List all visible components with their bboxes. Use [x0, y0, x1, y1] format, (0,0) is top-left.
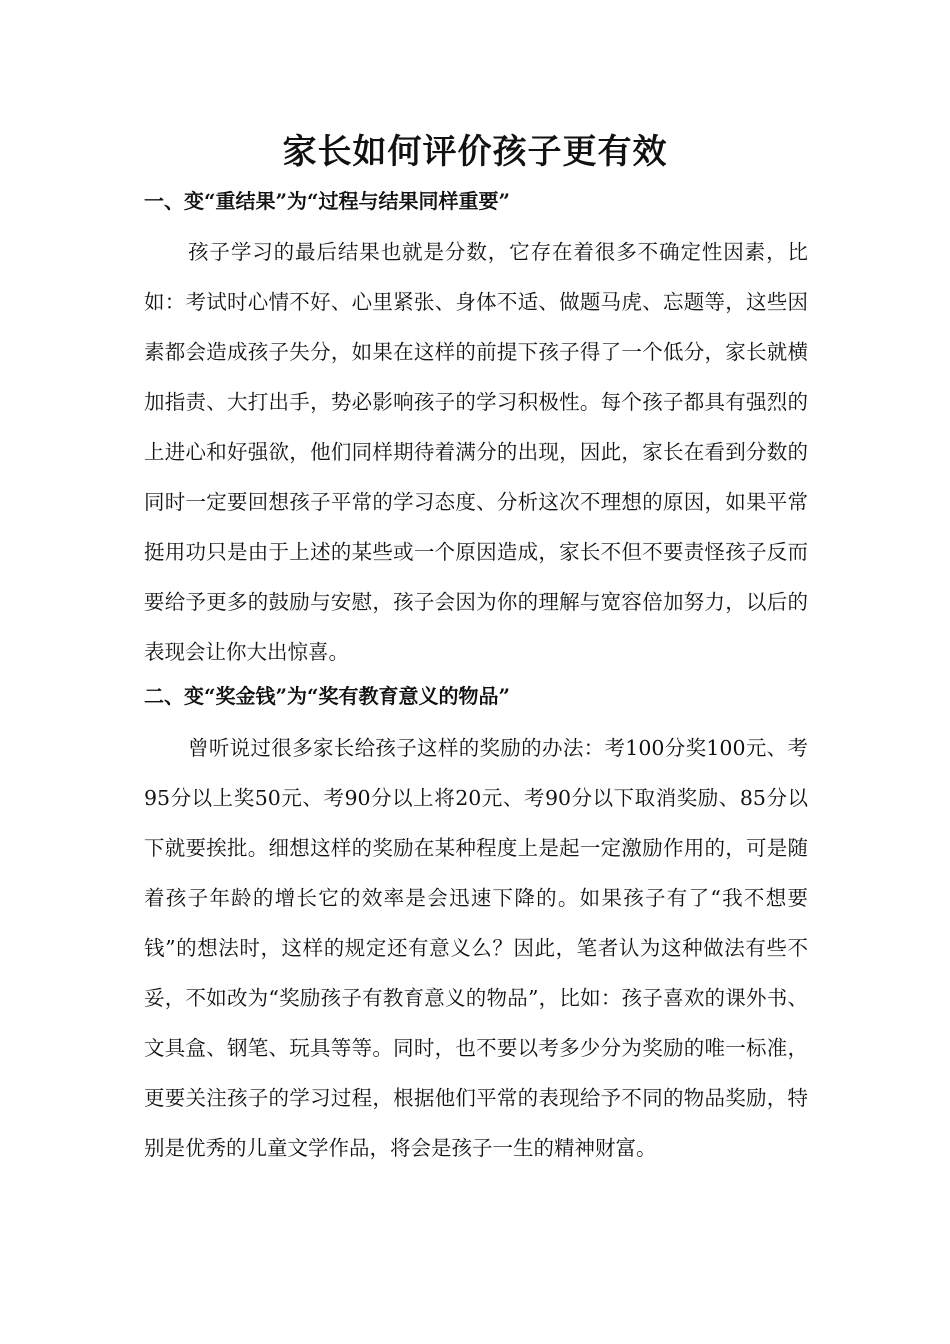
section-1-heading: 一、变“重结果”为“过程与结果同样重要” — [144, 189, 511, 213]
document-title: 家长如何评价孩子更有效 — [282, 132, 668, 172]
section-1-paragraph: 孩子学习的最后结果也就是分数，它存在着很多不确定性因素，比如：考试时心情不好、心里紧张、身体不适、做题马虎、忘题等，这些因素都会造成孩子失分，如果在这样的前提下孩子得了一个低分，家长就横加指责、大打出手，势必影响孩子的学习积极性。每个孩子都具有强烈的上进心和好强欲，他们同样期待着满分的出现，因此，家长在看到分数的同时一定要回想孩子平常的学习态度、分析这次不理想的原因，如果平常挺用功只是由于上述的某些或一个原因造成，家长不但不要责怪孩子反而要给予更多的鼓励与安慰，孩子会因为你的理解与宽容倍加努力，以后的表现会让你大出惊喜。 — [144, 240, 808, 664]
section-2-heading: 二、变“奖金钱”为“奖有教育意义的物品” — [144, 684, 511, 708]
section-2-paragraph: 曾听说过很多家长给孩子这样的奖励的办法：考100分奖100元、考95分以上奖50元、考90分以上将20元、考90分以下取消奖励、85分以下就要挨批。细想这样的奖励在某种程度上是起一定激励作用的，可是随着孩子年龄的增长它的效率是会迅速下降的。如果孩子有了“我不想要钱”的想法时，这样的规定还有意义么？因此，笔者认为这种做法有些不妥，不如改为“奖励孩子有教育意义的物品”，比如：孩子喜欢的课外书、文具盒、钢笔、玩具等等。同时，也不要以考多少分为奖励的唯一标准，更要关注孩子的学习过程，根据他们平常的表现给予不同的物品奖励，特别是优秀的儿童文学作品，将会是孩子一生的精神财富。 — [144, 736, 808, 1160]
